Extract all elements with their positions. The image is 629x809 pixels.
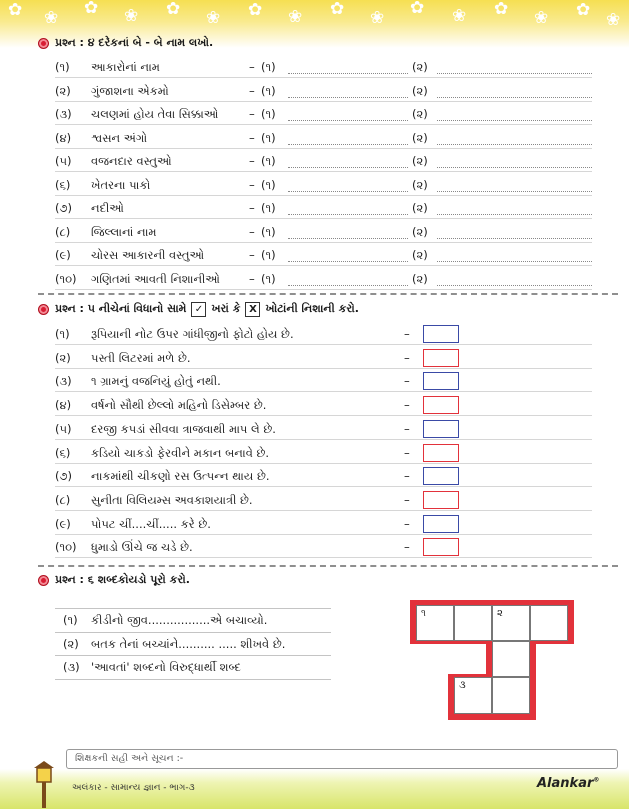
- statement-text: દરજી કપડાં સીવવા ત્રાજવાથી માપ લે છે.: [91, 421, 276, 436]
- flower-icon: ❀: [606, 10, 621, 30]
- q5-row: [55, 465, 592, 487]
- answer-1-label: (૧): [261, 107, 276, 121]
- answer-box[interactable]: [423, 444, 459, 462]
- row-number: (૮): [55, 224, 71, 239]
- dash: –: [249, 130, 255, 145]
- row-divider: [55, 391, 592, 392]
- row-label: જિલ્લાનાં નામ: [91, 224, 157, 239]
- flower-icon: ❀: [452, 6, 467, 26]
- row-divider: [55, 486, 592, 487]
- dash: –: [404, 374, 410, 389]
- bullet-icon: [38, 575, 49, 586]
- dash: –: [404, 445, 410, 460]
- q5-row: [55, 442, 592, 464]
- q5-row: [55, 323, 592, 345]
- answer-2-line[interactable]: [437, 285, 592, 286]
- book-title: અલંકાર - સામાન્ય જ્ઞાન - ભાગ-૩: [72, 783, 195, 793]
- row-number: (૫): [55, 421, 72, 436]
- row-number: (૮): [55, 492, 71, 507]
- answer-2-line[interactable]: [437, 120, 592, 121]
- q6-clue: [55, 608, 331, 630]
- dash: –: [249, 83, 255, 98]
- answer-box[interactable]: [423, 467, 459, 485]
- answer-1-label: (૧): [261, 248, 276, 262]
- row-label: ખેતરના પાકો: [91, 177, 151, 192]
- answer-box[interactable]: [423, 420, 459, 438]
- flower-icon: ❀: [370, 8, 385, 28]
- row-label: ગણિતમાં આવતી નિશાનીઓ: [91, 271, 220, 286]
- dash: –: [404, 350, 410, 365]
- dash: –: [404, 327, 410, 341]
- dash: –: [404, 516, 410, 531]
- q4-row: [55, 128, 592, 148]
- q4-heading: પ્રશ્ન : ૪ દરેકનાં બે - બે નામ લખો.: [38, 35, 213, 51]
- flower-icon: ✿: [84, 0, 99, 18]
- q4-row: [55, 104, 592, 124]
- dash: –: [249, 177, 255, 192]
- row-number: (૭): [55, 469, 72, 484]
- row-divider: [55, 218, 592, 219]
- row-divider: [55, 265, 592, 266]
- q5-row: [55, 536, 592, 558]
- q5-row: [55, 513, 592, 535]
- answer-1-label: (૧): [261, 83, 276, 98]
- answer-2-label: (૨): [412, 177, 428, 192]
- statement-text: સુનીતા વિલિયમ્સ અવકાશયાત્રી છે.: [91, 492, 253, 507]
- crossword-cell[interactable]: ૩: [454, 677, 492, 714]
- row-divider: [55, 344, 592, 345]
- q4-row: [55, 198, 592, 218]
- flower-icon: ✿: [576, 0, 591, 20]
- answer-box[interactable]: [423, 372, 459, 390]
- lantern-icon: [32, 760, 56, 808]
- dash: –: [249, 248, 255, 262]
- section-divider: [38, 565, 618, 567]
- answer-2-label: (૨): [412, 107, 428, 121]
- statement-text: કડિયો ચાકડો ફેરવીને મકાન બનાવે છે.: [91, 445, 270, 460]
- answer-1-line[interactable]: [288, 285, 408, 286]
- row-divider: [55, 510, 592, 511]
- answer-2-line[interactable]: [437, 214, 592, 215]
- section-divider: [38, 293, 618, 295]
- brand-logo: Alankar®: [537, 776, 600, 791]
- row-divider: [55, 439, 592, 440]
- bullet-icon: [38, 304, 49, 315]
- answer-1-line[interactable]: [288, 238, 408, 239]
- dash: –: [249, 107, 255, 121]
- flower-icon: ✿: [248, 0, 263, 20]
- row-number: (૯): [55, 248, 71, 262]
- statement-text: પસ્તી લિટરમાં મળે છે.: [91, 350, 191, 365]
- row-number: (૪): [55, 398, 72, 413]
- statement-text: રૂપિયાની નોટ ઉપર ગાંધીજીનો ફોટો હોય છે.: [91, 327, 294, 341]
- bullet-icon: [38, 38, 49, 49]
- row-label: ચોરસ આકારની વસ્તુઓ: [91, 248, 205, 262]
- row-divider: [55, 415, 592, 416]
- crossword-cell[interactable]: [492, 677, 530, 714]
- dash: –: [249, 224, 255, 239]
- q4-row: [55, 151, 592, 171]
- flower-icon: ❀: [534, 8, 549, 28]
- answer-1-line[interactable]: [288, 214, 408, 215]
- row-divider: [55, 655, 331, 656]
- row-number: (૧): [55, 327, 70, 341]
- q5-heading: પ્રશ્ન : ૫ નીચેનાં વિધાનો સામે ✓ ખરાં કે X ખોટાંની નિશાની કરો.: [38, 301, 359, 317]
- q5-row: [55, 489, 592, 511]
- q6-clue: [55, 655, 331, 677]
- answer-1-label: (૧): [261, 201, 276, 215]
- answer-2-label: (૨): [412, 201, 428, 215]
- answer-1-line[interactable]: [288, 167, 408, 168]
- clue-number: (૩): [63, 660, 80, 674]
- q5-row: [55, 347, 592, 369]
- answer-2-label: (૨): [412, 83, 428, 98]
- row-divider: [55, 148, 592, 149]
- row-number: (૭): [55, 201, 72, 215]
- statement-text: ૧ ગ્રામનું વજનિયું હોતું નથી.: [91, 374, 221, 389]
- row-number: (૪): [55, 130, 72, 145]
- flower-icon: ✿: [494, 0, 509, 19]
- answer-box[interactable]: [423, 491, 459, 509]
- flower-icon: ❀: [288, 7, 303, 27]
- row-divider: [55, 608, 331, 609]
- answer-2-line[interactable]: [437, 167, 592, 168]
- answer-2-label: (૨): [412, 130, 428, 145]
- flower-icon: ❀: [124, 6, 139, 26]
- statement-text: વર્ષનો સૌથી છેલ્લો મહિનો ડિસેમ્બર છે.: [91, 398, 267, 413]
- q4-row: [55, 245, 592, 265]
- row-divider: [55, 171, 592, 172]
- crossword-cell[interactable]: [454, 605, 492, 641]
- row-divider: [55, 77, 592, 78]
- row-label: ગુંજાશના એકમો: [91, 83, 169, 98]
- dash: –: [404, 492, 410, 507]
- row-divider: [55, 124, 592, 125]
- row-number: (૬): [55, 177, 71, 192]
- row-number: (૧૦): [55, 540, 77, 555]
- answer-box[interactable]: [423, 538, 459, 556]
- answer-box[interactable]: [423, 515, 459, 533]
- answer-2-label: (૨): [412, 248, 428, 262]
- clue-number: (૧): [63, 613, 78, 627]
- clue-number: (૨): [63, 636, 79, 651]
- q5-row: [55, 418, 592, 440]
- row-number: (૧૦): [55, 271, 77, 286]
- crossword-cell[interactable]: [530, 605, 568, 641]
- answer-1-line[interactable]: [288, 97, 408, 98]
- statement-text: નાકમાંથી ચીકણો રસ ઉત્પન્ન થાય છે.: [91, 469, 270, 484]
- answer-1-label: (૧): [261, 224, 276, 239]
- row-divider: [55, 632, 331, 633]
- clue-text: કીડીનો જીવ.................એ બચાવ્યો.: [91, 613, 268, 627]
- answer-box[interactable]: [423, 349, 459, 367]
- clue-text: 'આવતાં' શબ્દનો વિરુદ્ધાર્થી શબ્દ: [91, 660, 241, 674]
- check-box-icon: ✓: [191, 302, 206, 317]
- q4-row: [55, 57, 592, 77]
- row-label: શ્વસન અંગો: [91, 130, 148, 145]
- flower-icon: ✿: [8, 0, 23, 20]
- crossword-cell[interactable]: [492, 641, 530, 677]
- row-divider: [55, 534, 592, 535]
- answer-1-label: (૧): [261, 177, 276, 192]
- answer-1-label: (૧): [261, 154, 276, 168]
- q4-row: [55, 175, 592, 195]
- flower-icon: ❀: [206, 8, 221, 28]
- row-label: ચલણમાં હોય તેવા સિક્કાઓ: [91, 107, 219, 121]
- q6-heading: પ્રશ્ન : ૬ શબ્દકોયડો પૂરો કરો.: [38, 572, 190, 588]
- answer-2-line[interactable]: [437, 238, 592, 239]
- dash: –: [249, 271, 255, 286]
- row-divider: [55, 463, 592, 464]
- answer-2-line[interactable]: [437, 97, 592, 98]
- row-divider: [55, 368, 592, 369]
- answer-1-label: (૧): [261, 130, 276, 145]
- row-number: (૩): [55, 107, 72, 121]
- row-label: આકારોનાં નામ: [91, 60, 160, 74]
- answer-2-label: (૨): [412, 224, 428, 239]
- row-label: વજનદાર વસ્તુઓ: [91, 154, 172, 168]
- dash: –: [404, 469, 410, 484]
- crossword-cell[interactable]: ૧: [416, 605, 454, 641]
- q4-row: [55, 269, 592, 289]
- clue-text: બતક તેનાં બચ્ચાંને.......... ..... શીખવે છે.: [91, 636, 286, 651]
- row-divider: [55, 195, 592, 196]
- q6-clue: [55, 632, 331, 654]
- dash: –: [404, 398, 410, 413]
- answer-box[interactable]: [423, 325, 459, 343]
- q4-row: [55, 81, 592, 101]
- answer-2-line[interactable]: [437, 73, 592, 74]
- answer-1-line[interactable]: [288, 144, 408, 145]
- row-number: (૨): [55, 350, 71, 365]
- answer-2-line[interactable]: [437, 144, 592, 145]
- answer-1-line[interactable]: [288, 191, 408, 192]
- row-number: (૧): [55, 60, 70, 74]
- row-number: (૫): [55, 154, 72, 168]
- answer-2-label: (૨): [412, 154, 428, 168]
- flower-icon: ✿: [410, 0, 425, 18]
- answer-1-label: (૧): [261, 271, 276, 286]
- answer-1-label: (૧): [261, 60, 276, 74]
- dash: –: [249, 201, 255, 215]
- row-number: (૬): [55, 445, 71, 460]
- row-divider: [55, 679, 331, 701]
- crossword-cell[interactable]: ૨: [492, 605, 530, 641]
- statement-text: ધુમાડો ઊંચે જ ચડે છે.: [91, 540, 193, 555]
- flower-icon: ✿: [330, 0, 345, 19]
- q5-row: [55, 370, 592, 392]
- answer-2-line[interactable]: [437, 261, 592, 262]
- answer-1-line[interactable]: [288, 73, 408, 74]
- row-divider: [55, 242, 592, 243]
- q5-row: [55, 394, 592, 416]
- answer-2-label: (૨): [412, 60, 428, 74]
- answer-2-label: (૨): [412, 271, 428, 286]
- row-number: (૩): [55, 374, 72, 389]
- row-divider: [55, 289, 592, 290]
- flower-icon: ❀: [44, 8, 59, 28]
- dash: –: [249, 154, 255, 168]
- row-divider: [55, 101, 592, 102]
- dash: –: [249, 60, 255, 74]
- answer-2-line[interactable]: [437, 191, 592, 192]
- row-divider: [55, 557, 592, 558]
- answer-1-line[interactable]: [288, 261, 408, 262]
- row-label: નદીઓ: [91, 201, 124, 215]
- teacher-sign-field[interactable]: શિક્ષકની સહી અને સૂચન :-: [66, 749, 618, 769]
- row-number: (૨): [55, 83, 71, 98]
- flower-icon: ✿: [166, 0, 181, 19]
- dash: –: [404, 421, 410, 436]
- row-number: (૯): [55, 516, 71, 531]
- answer-1-line[interactable]: [288, 120, 408, 121]
- answer-box[interactable]: [423, 396, 459, 414]
- dash: –: [404, 540, 410, 555]
- q4-row: [55, 222, 592, 242]
- cross-box-icon: X: [245, 302, 260, 317]
- statement-text: પોપટ ચીં....ચીં..... કરે છે.: [91, 516, 211, 531]
